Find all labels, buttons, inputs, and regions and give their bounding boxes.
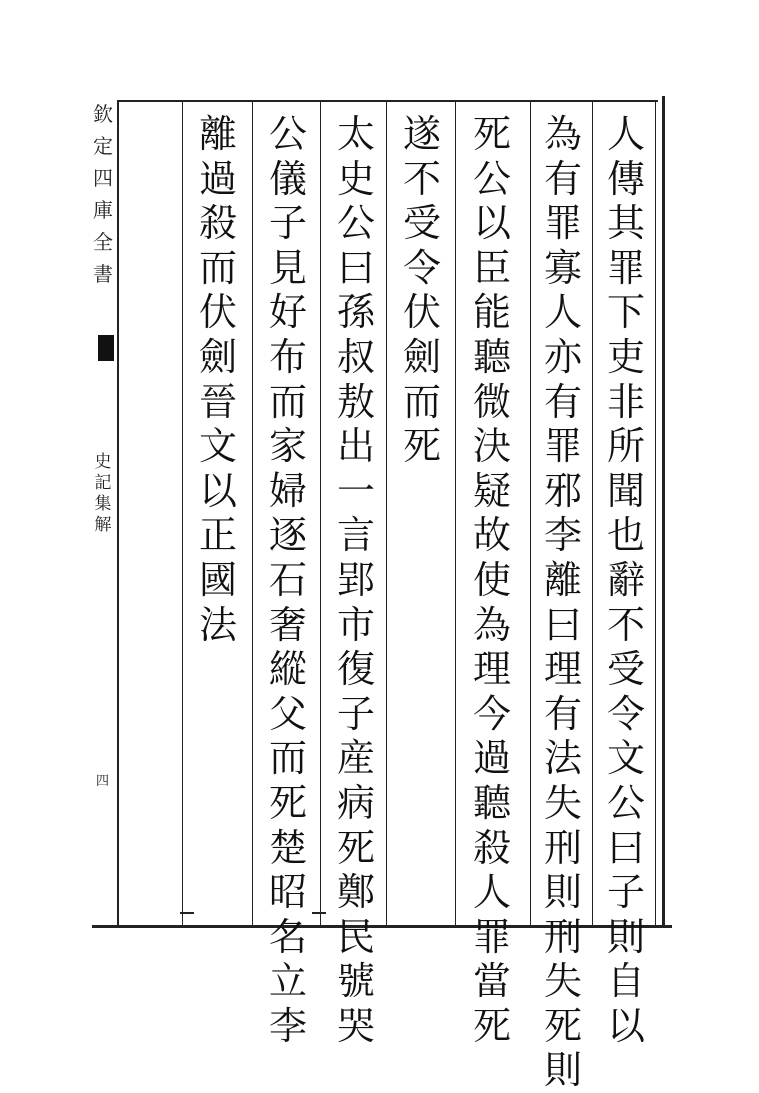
text-column-2 — [537, 112, 589, 1093]
character: 李 — [543, 513, 582, 558]
character: 罪 — [543, 201, 582, 246]
character: 復 — [336, 647, 375, 692]
character: 吏 — [606, 334, 645, 379]
top-border — [118, 100, 658, 102]
character: 一 — [336, 468, 375, 513]
character: 殺 — [472, 825, 511, 870]
margin-page-number: 四 — [96, 774, 110, 789]
character: 以 — [606, 1003, 645, 1048]
character: 故 — [472, 513, 511, 558]
character: 伏 — [402, 290, 441, 335]
text-column-6 — [262, 112, 314, 1048]
character: 産 — [336, 736, 375, 781]
character: 子 — [336, 691, 375, 736]
character: 死 — [472, 1003, 511, 1048]
character: 殺 — [198, 201, 237, 246]
fish-tail-line — [117, 100, 119, 925]
character: 為 — [543, 112, 582, 156]
character: 太 — [336, 112, 375, 156]
character: 令 — [606, 691, 645, 736]
character: 李 — [268, 1003, 307, 1048]
character: 法 — [543, 736, 582, 781]
text-column-1 — [600, 112, 652, 1048]
fish-tail-mark — [98, 335, 114, 361]
margin-character: 史 — [94, 452, 112, 472]
character: 使 — [472, 557, 511, 602]
character: 辭 — [606, 557, 645, 602]
character: 鄭 — [336, 870, 375, 915]
character: 哭 — [336, 1003, 375, 1048]
character: 受 — [402, 201, 441, 246]
character: 晉 — [198, 379, 237, 424]
character: 以 — [472, 201, 511, 246]
character: 聽 — [472, 780, 511, 825]
character: 決 — [472, 424, 511, 469]
column-divider — [592, 102, 593, 925]
character: 好 — [268, 290, 307, 335]
character: 公 — [606, 780, 645, 825]
character: 有 — [543, 156, 582, 201]
character: 子 — [606, 870, 645, 915]
margin-character: 解 — [94, 515, 112, 535]
character: 傳 — [606, 156, 645, 201]
character: 而 — [402, 379, 441, 424]
column-divider — [530, 102, 531, 925]
character: 寡 — [543, 245, 582, 290]
column-divider — [386, 102, 387, 925]
character: 而 — [268, 379, 307, 424]
character: 有 — [543, 379, 582, 424]
character: 微 — [472, 379, 511, 424]
character: 奢 — [268, 602, 307, 647]
character: 號 — [336, 959, 375, 1004]
character: 不 — [402, 156, 441, 201]
character: 市 — [336, 602, 375, 647]
character: 理 — [472, 647, 511, 692]
character: 受 — [606, 647, 645, 692]
character: 儀 — [268, 156, 307, 201]
character: 文 — [198, 424, 237, 469]
character: 人 — [472, 870, 511, 915]
character: 民 — [336, 914, 375, 959]
character: 當 — [472, 959, 511, 1004]
margin-character: 四 — [93, 166, 113, 190]
character: 父 — [268, 691, 307, 736]
character: 聽 — [472, 334, 511, 379]
character: 見 — [268, 245, 307, 290]
character: 叔 — [336, 334, 375, 379]
character: 其 — [606, 201, 645, 246]
character: 刑 — [543, 914, 582, 959]
character: 而 — [198, 245, 237, 290]
character: 死 — [543, 1003, 582, 1048]
character: 能 — [472, 290, 511, 335]
text-column-7 — [192, 112, 244, 647]
character: 言 — [336, 513, 375, 558]
character: 今 — [472, 691, 511, 736]
character: 邪 — [543, 468, 582, 513]
character: 離 — [543, 557, 582, 602]
character: 死 — [336, 825, 375, 870]
character: 人 — [606, 112, 645, 156]
character: 公 — [472, 156, 511, 201]
character: 所 — [606, 424, 645, 469]
character: 則 — [543, 1048, 582, 1093]
text-column-4 — [396, 112, 448, 469]
character: 縱 — [268, 647, 307, 692]
character: 不 — [606, 602, 645, 647]
character: 死 — [268, 780, 307, 825]
character: 敖 — [336, 379, 375, 424]
character: 曰 — [336, 245, 375, 290]
character: 以 — [198, 468, 237, 513]
character: 逐 — [268, 513, 307, 558]
character: 自 — [606, 959, 645, 1004]
character: 死 — [402, 424, 441, 469]
character: 立 — [268, 959, 307, 1004]
character: 刑 — [543, 825, 582, 870]
character: 婦 — [268, 468, 307, 513]
right-border-outer — [662, 96, 665, 928]
character: 文 — [606, 736, 645, 781]
character: 公 — [336, 201, 375, 246]
character: 罪 — [543, 424, 582, 469]
character: 法 — [198, 602, 237, 647]
character: 伏 — [198, 290, 237, 335]
character: 郢 — [336, 557, 375, 602]
character: 出 — [336, 424, 375, 469]
character: 布 — [268, 334, 307, 379]
character: 也 — [606, 513, 645, 558]
character: 罪 — [606, 245, 645, 290]
character: 令 — [402, 245, 441, 290]
character: 離 — [198, 112, 237, 156]
right-border-inner — [655, 100, 656, 925]
character: 曰 — [606, 825, 645, 870]
margin-character: 全 — [93, 230, 113, 254]
margin-character: 集 — [94, 494, 112, 514]
character: 非 — [606, 379, 645, 424]
column-divider — [455, 102, 456, 925]
character: 疑 — [472, 468, 511, 513]
character: 失 — [543, 780, 582, 825]
character: 石 — [268, 557, 307, 602]
character: 劍 — [198, 334, 237, 379]
character: 罪 — [472, 914, 511, 959]
character: 死 — [472, 112, 511, 156]
character: 子 — [268, 201, 307, 246]
character: 國 — [198, 557, 237, 602]
margin-top-label — [92, 98, 114, 290]
character: 過 — [472, 736, 511, 781]
character: 史 — [336, 156, 375, 201]
character: 楚 — [268, 825, 307, 870]
column-divider — [182, 102, 183, 925]
character: 曰 — [543, 602, 582, 647]
character: 亦 — [543, 334, 582, 379]
character: 人 — [543, 290, 582, 335]
character: 劍 — [402, 334, 441, 379]
character: 則 — [543, 870, 582, 915]
character: 則 — [606, 914, 645, 959]
margin-character: 庫 — [93, 198, 113, 222]
column-end-mark — [180, 912, 194, 914]
character: 遂 — [402, 112, 441, 156]
character: 公 — [268, 112, 307, 156]
character: 名 — [268, 914, 307, 959]
character: 臣 — [472, 245, 511, 290]
column-end-mark — [312, 912, 326, 914]
margin-character: 欽 — [93, 102, 113, 126]
character: 理 — [543, 647, 582, 692]
margin-book-title — [92, 452, 114, 536]
character: 為 — [472, 602, 511, 647]
character: 有 — [543, 691, 582, 736]
character: 而 — [268, 736, 307, 781]
character: 過 — [198, 156, 237, 201]
character: 失 — [543, 959, 582, 1004]
text-column-3 — [466, 112, 518, 1048]
margin-character: 書 — [93, 262, 113, 286]
character: 孫 — [336, 290, 375, 335]
column-divider — [320, 102, 321, 925]
margin-character: 記 — [94, 473, 112, 493]
character: 家 — [268, 424, 307, 469]
character: 昭 — [268, 870, 307, 915]
character: 下 — [606, 290, 645, 335]
text-column-5 — [330, 112, 382, 1048]
margin-character: 定 — [93, 134, 113, 158]
character: 病 — [336, 780, 375, 825]
character: 聞 — [606, 468, 645, 513]
column-divider — [252, 102, 253, 925]
character: 正 — [198, 513, 237, 558]
